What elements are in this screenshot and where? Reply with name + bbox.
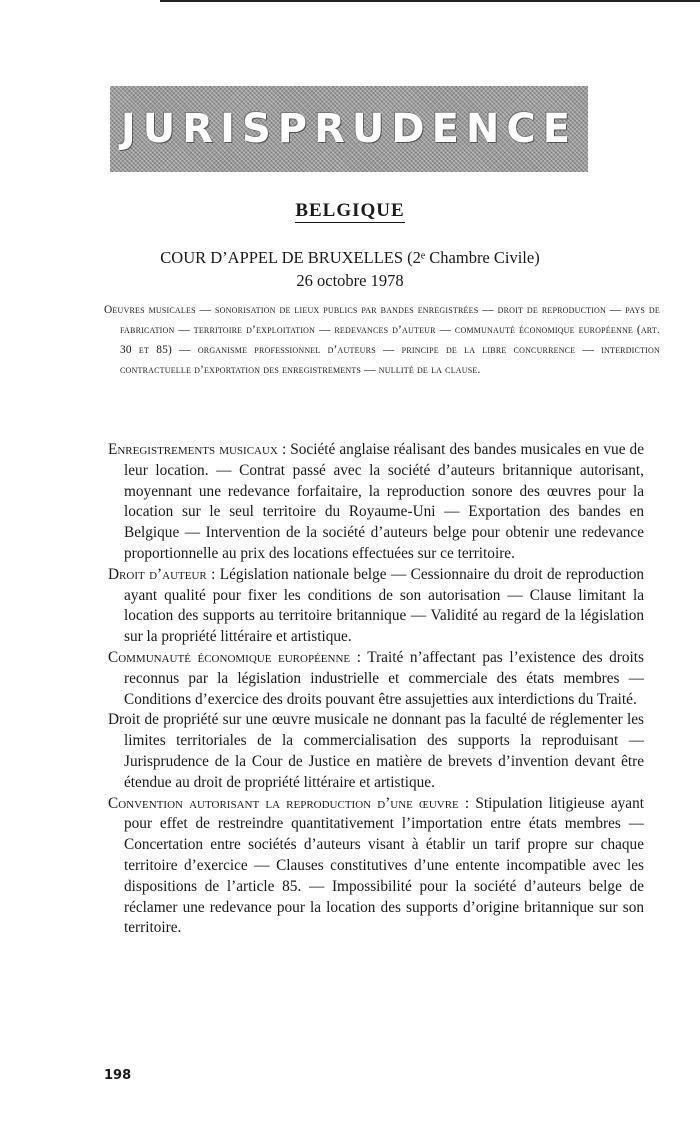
headnote-paragraph [104,710,644,793]
headnote-text: Société anglaise réalisant des bandes musicales en vue de leur location. — Contrat passé avec la société d’auteurs britannique autorisant, moyennant une redevance forfaitaire, la reproduction sonore des œuvres pour la location sur le seul territoire du Royaume-Uni — Exportation des bandes en Belgique — Intervention de la société d’auteurs belge pour obtenir une redevance proportionnelle au prix des locations effectuées sur ce territoire. [124,441,644,562]
headnote-lead: Droit d’auteur : [108,565,216,583]
section-title: JURISPRUDENCE [120,106,578,152]
headnote-text: Traité n’affectant pas l’existence des droits reconnus par la législation industrielle et commerciale des états membres — Conditions d’exercice des droits pouvant être assujetties aux interdictions du Traité. [124,648,644,708]
section-banner [110,86,588,172]
headnote-paragraph [104,648,644,710]
decision-date: 26 octobre 1978 [296,271,404,290]
country-title: BELGIQUE [295,200,405,221]
page-number: 198 [104,1068,132,1083]
headnote-paragraph [104,565,644,648]
headnote-paragraph [104,440,644,565]
headnote-lead: Communauté économique européenne : [108,648,361,666]
top-rule [160,0,700,2]
headnote-paragraph [104,794,644,940]
keywords-summary: Oeuvres musicales — sonorisation de lieux publics par bandes enregistrées — droit de reproduction — pays de fabrication — territoire d’exploitation — redevances d’auteur — communauté économique européenne (art. 30 et 85) — organisme professionnel d’auteurs — principe de la libre concurrence — interdiction contractuelle d’exportation des enregistrements — nullité de la clause. [104,304,660,376]
headnote-text: Législation nationale belge — Cessionnaire du droit de reproduction ayant qualité pour fixer les conditions de son autorisation — Clause limitant la location des supports au territoire britannique — Validité au regard de la législation sur la propriété littéraire et artistique. [124,565,644,646]
headnote-lead: Enregistrements musicaux : [108,441,287,458]
country-heading [0,200,700,222]
headnote-text: Droit de propriété sur une œuvre musicale ne donnant pas la faculté de réglementer les limites territoriales de la commercialisation des supports la reproduisant — Jurisprudence de la Cour de Justice en matière de brevets d’invention devant être étendue au droit de propriété littéraire et artistique. [108,711,644,791]
court-heading: COUR D’APPEL DE BRUXELLES (2ᵉ Chambre Civile) [160,248,540,267]
headnote-text: Stipulation litigieuse ayant pour effet de restreindre quantitativement l’importation entre états membres — Concertation entre sociétés d’auteurs visant à établir un tarif propre sur chaque territoire d’exercice — Clauses constitutives d’une entente incompatible avec les dispositions de l’article 85. — Impossibilité pour la société d’auteurs belge de réclamer une redevance pour la location des supports d’origine britannique sur son territoire. [124,794,644,937]
headnotes [104,440,644,939]
headnote-lead: Convention autorisant la reproduction d’une œuvre : [108,794,470,812]
